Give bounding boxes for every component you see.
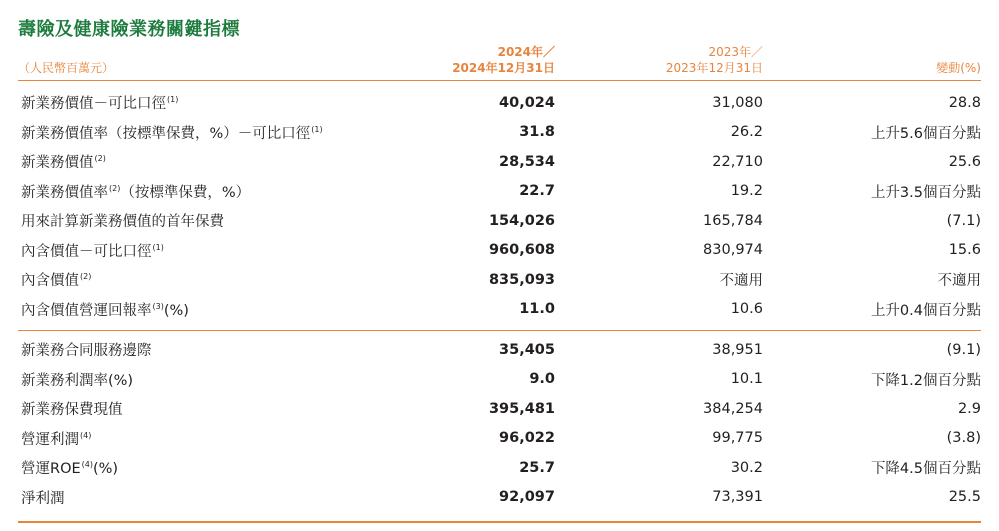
kpi-group-1: [18, 88, 981, 324]
table-row: [18, 147, 981, 177]
value-2024: 40,024: [499, 94, 555, 111]
footnote-marker: (1): [152, 242, 164, 252]
row-label-text: 內含價值營運回報率: [21, 302, 152, 319]
row-label-text: 新業務保費現值: [21, 402, 123, 419]
value-2024: 11.0: [519, 301, 555, 318]
row-label-text: 新業務價值率（按標準保費，%）－可比口徑: [21, 125, 311, 142]
table-row: [18, 483, 981, 513]
value-change: 25.5: [948, 489, 981, 506]
column-header-2024-line2: 2024年12月31日: [452, 61, 555, 75]
row-label: [21, 428, 91, 449]
value-2023: 38,951: [712, 341, 763, 358]
page-title: 壽險及健康險業務關鍵指標: [18, 19, 240, 40]
footnote-marker: (4): [81, 460, 93, 470]
value-2023: 384,254: [703, 400, 763, 417]
value-change: 上升3.5個百分點: [870, 184, 981, 201]
value-change: 2.9: [957, 400, 981, 417]
row-label-suffix: (%): [93, 461, 119, 478]
value-change: (9.1): [946, 341, 981, 358]
table-row: [18, 424, 981, 454]
table-row: [18, 206, 981, 236]
footnote-marker: (2): [80, 272, 92, 282]
kpi-group-2: [18, 335, 981, 512]
table-row: [18, 236, 981, 266]
value-2024: 28,534: [499, 153, 555, 170]
table-row: [18, 88, 981, 118]
value-2024: 92,097: [499, 489, 555, 506]
value-2023: 30.2: [730, 459, 763, 476]
row-label: [21, 269, 91, 290]
value-change: 28.8: [948, 94, 981, 111]
table-row: [18, 295, 981, 325]
table-row: [18, 365, 981, 395]
footnote-marker: (3): [152, 301, 164, 311]
value-change: 下降4.5個百分點: [870, 461, 981, 478]
row-label: [21, 398, 123, 419]
column-header-2023-line1: 2023年／: [708, 45, 763, 59]
table-header: [18, 40, 981, 81]
value-2023: 不適用: [719, 273, 763, 290]
row-label-text: 新業務合同服務邊際: [21, 343, 152, 360]
value-change: 下降1.2個百分點: [870, 372, 981, 389]
row-label: [21, 181, 250, 202]
column-header-2023: [666, 44, 763, 76]
value-2023: 10.6: [730, 301, 763, 318]
value-change: (3.8): [946, 430, 981, 447]
value-2024: 395,481: [488, 400, 555, 417]
row-label: [21, 487, 65, 508]
value-2024: 835,093: [488, 271, 555, 288]
value-change: 上升5.6個百分點: [870, 125, 981, 142]
row-label-text: 新業務價值率: [21, 184, 108, 201]
footnote-marker: (1): [311, 124, 323, 134]
row-label: [21, 339, 152, 360]
value-2023: 31,080: [712, 94, 763, 111]
value-2023: 10.1: [730, 371, 763, 388]
row-label: [21, 122, 323, 143]
value-2024: 96,022: [499, 430, 555, 447]
row-label: [21, 299, 189, 320]
value-2023: 26.2: [730, 124, 763, 141]
row-label-text: 新業務價值: [21, 155, 94, 172]
row-label-text: 內含價值: [21, 273, 79, 290]
table-row: [18, 453, 981, 483]
value-2024: 25.7: [519, 459, 555, 476]
value-change: 15.6: [948, 242, 981, 259]
value-2023: 73,391: [712, 489, 763, 506]
value-2024: 9.0: [529, 371, 555, 388]
kpi-table-body: [18, 88, 981, 512]
value-2023: 99,775: [712, 430, 763, 447]
column-header-2024: [452, 44, 555, 76]
value-2023: 830,974: [703, 242, 763, 259]
unit-label: （人民幣百萬元）: [18, 61, 115, 75]
group-divider: [18, 330, 981, 331]
row-label-text: 新業務價值－可比口徑: [21, 96, 166, 113]
row-label: [21, 92, 178, 113]
table-row: [18, 118, 981, 148]
value-2023: 165,784: [703, 212, 763, 229]
table-row: [18, 394, 981, 424]
column-header-change: 變動(%): [936, 61, 981, 75]
footnote-marker: (2): [94, 154, 106, 164]
value-2023: 19.2: [730, 183, 763, 200]
footnote-marker: (2): [109, 183, 121, 193]
value-2024: 154,026: [488, 212, 555, 229]
row-label-text: 營運ROE: [21, 461, 81, 478]
row-label-suffix: (%): [163, 302, 189, 319]
value-2024: 31.8: [519, 124, 555, 141]
row-label: [21, 369, 133, 390]
row-label-text: 新業務利潤率(%): [21, 372, 134, 389]
value-change: 上升0.4個百分點: [870, 302, 981, 319]
table-bottom-rule: [18, 521, 981, 523]
row-label-text: 用來計算新業務價值的首年保費: [21, 214, 224, 231]
column-header-2024-line1: 2024年／: [497, 45, 555, 59]
value-change: (7.1): [946, 212, 981, 229]
table-row: [18, 335, 981, 365]
column-header-2023-line2: 2023年12月31日: [665, 61, 763, 75]
footnote-marker: (4): [80, 430, 92, 440]
row-label: [21, 240, 164, 261]
row-label-suffix: （按標準保費，%）: [120, 184, 251, 201]
row-label-text: 營運利潤: [21, 431, 79, 448]
value-2024: 960,608: [488, 242, 555, 259]
row-label-text: 內含價值－可比口徑: [21, 243, 152, 260]
value-change: 不適用: [937, 273, 981, 290]
footnote-marker: (1): [167, 95, 179, 105]
row-label: [21, 457, 118, 478]
row-label: [21, 151, 106, 172]
table-row: [18, 265, 981, 295]
value-2024: 22.7: [519, 183, 555, 200]
value-change: 25.6: [948, 153, 981, 170]
row-label-text: 淨利潤: [21, 490, 65, 507]
table-row: [18, 177, 981, 207]
row-label: [21, 210, 224, 231]
value-2023: 22,710: [712, 153, 763, 170]
value-2024: 35,405: [499, 341, 555, 358]
